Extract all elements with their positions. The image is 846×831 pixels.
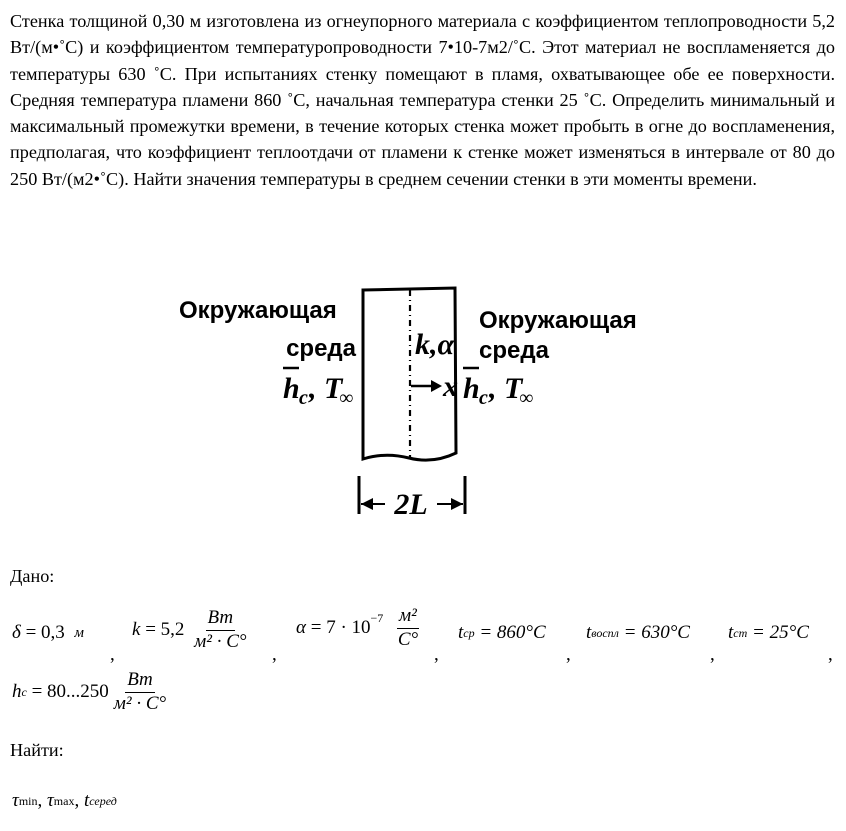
tau-max-subscript: max — [53, 793, 75, 808]
separator-comma: , — [272, 644, 277, 665]
t-mid-subscript: серед — [89, 793, 117, 808]
delta-value: = 0,3 — [25, 622, 65, 643]
t-mid-symbol: t — [83, 790, 90, 811]
formula-t-wall — [728, 622, 809, 644]
t-ignition-subscript: воспл — [591, 625, 619, 640]
alpha-unit-denominator: С° — [397, 628, 419, 650]
x-axis-label: x — [443, 370, 458, 403]
k-value: = 5,2 — [145, 619, 185, 641]
k-unit-denominator: м² · С° — [194, 630, 247, 652]
hc-symbol: h — [12, 681, 22, 703]
hc-unit-numerator: Вт — [125, 670, 155, 693]
k-unit-numerator: Вт — [206, 608, 236, 631]
wall-diagram-svg — [163, 278, 683, 546]
left-h-symbol: h — [283, 372, 300, 405]
find-list — [12, 790, 117, 812]
left-medium-label-line1: Окружающая — [179, 297, 337, 324]
k-alpha-label: k,α — [415, 328, 455, 361]
left-medium-params — [283, 368, 353, 409]
formula-hc — [12, 670, 171, 715]
find-comma: , — [37, 790, 43, 811]
alpha-value: = 7 · 10 — [310, 617, 371, 639]
left-h-subscript: c — [299, 387, 308, 409]
right-t-inf-subscript: ∞ — [519, 387, 534, 409]
right-h-subscript: c — [479, 387, 488, 409]
tau-min-subscript: min — [18, 793, 38, 808]
alpha-symbol: α — [296, 617, 306, 639]
hc-unit-fraction — [112, 670, 168, 715]
left-t-inf-subscript: ∞ — [339, 387, 354, 409]
x-axis-arrowhead — [431, 380, 442, 392]
hc-unit-denominator: м² · С° — [113, 692, 167, 714]
tau-max-symbol: τ — [46, 790, 54, 811]
given-formulas-row1 — [10, 604, 836, 664]
formula-alpha — [296, 606, 423, 651]
problem-statement: Стенка толщиной 0,30 м изготовлена из огнеупорного материала с коэффициентом теплопроводности 5,2 Вт/(м•˚С) и коэффициентом температуропроводности 7•10-7м2/˚С. Этот материал не воспламеняется до температуры 630 ˚С. При испытаниях стенку помещают в пламя, охватывающее обе ее поверхности. Средняя температура пламени 860 ˚С, начальная температура стенки 25 ˚С. Определить минимальный и максимальный промежутки времени, в течение которых стенка может пробыть в огне до воспламенения, предполагая, что коэффициент теплоотдачи от пламени к стенке может изменяться в интервале от 80 до 250 Вт/(м2•˚С). Найти значения температуры в среднем сечении стенки в эти моменты времени. — [10, 11, 835, 189]
right-medium-label-line1: Окружающая — [479, 307, 637, 334]
hc-value: = 80...250 — [31, 681, 109, 703]
hc-subscript: c — [21, 684, 27, 699]
t-wall-symbol: t — [728, 622, 734, 643]
alpha-exponent: −7 — [370, 610, 384, 625]
delta-unit: м — [74, 624, 84, 641]
t-flame-symbol: t — [458, 622, 464, 643]
find-heading: Найти: — [10, 740, 64, 760]
formula-k — [132, 608, 252, 653]
t-wall-subscript: ст — [733, 625, 748, 640]
formula-t-flame — [458, 622, 546, 644]
t-flame-value: = 860°C — [479, 622, 546, 643]
formula-delta — [12, 622, 84, 644]
separator-comma: , — [828, 644, 833, 665]
alpha-unit-numerator: м² — [397, 606, 419, 629]
t-ignition-value: = 630°C — [623, 622, 690, 643]
delta-symbol: δ — [12, 622, 21, 643]
left-medium-label-line2: среда — [286, 335, 356, 362]
dimension-arrow-left — [361, 498, 373, 510]
dimension-arrow-right — [451, 498, 463, 510]
separator-comma: , — [710, 644, 715, 665]
tau-min-symbol: τ — [12, 790, 19, 811]
right-medium-params — [463, 368, 533, 409]
right-h-symbol: h — [463, 372, 480, 405]
right-medium-label-line2: среда — [479, 337, 549, 364]
find-formulas — [10, 790, 310, 824]
wall-diagram — [163, 278, 683, 546]
k-unit-fraction — [192, 608, 248, 653]
formula-t-ignition — [586, 622, 690, 644]
k-symbol: k — [132, 619, 141, 641]
right-t-inf: , T — [489, 372, 523, 405]
separator-comma: , — [566, 644, 571, 665]
dimension-label: 2L — [394, 488, 428, 521]
find-comma: , — [74, 790, 80, 811]
t-ignition-symbol: t — [586, 622, 592, 643]
separator-comma: , — [110, 644, 115, 665]
given-heading: Дано: — [10, 566, 55, 586]
given-formulas-row2 — [10, 668, 310, 724]
t-wall-value: = 25°C — [752, 622, 809, 643]
t-flame-subscript: ср — [463, 625, 475, 640]
alpha-unit-fraction — [396, 606, 420, 651]
separator-comma: , — [434, 644, 439, 665]
left-t-inf: , T — [309, 372, 343, 405]
